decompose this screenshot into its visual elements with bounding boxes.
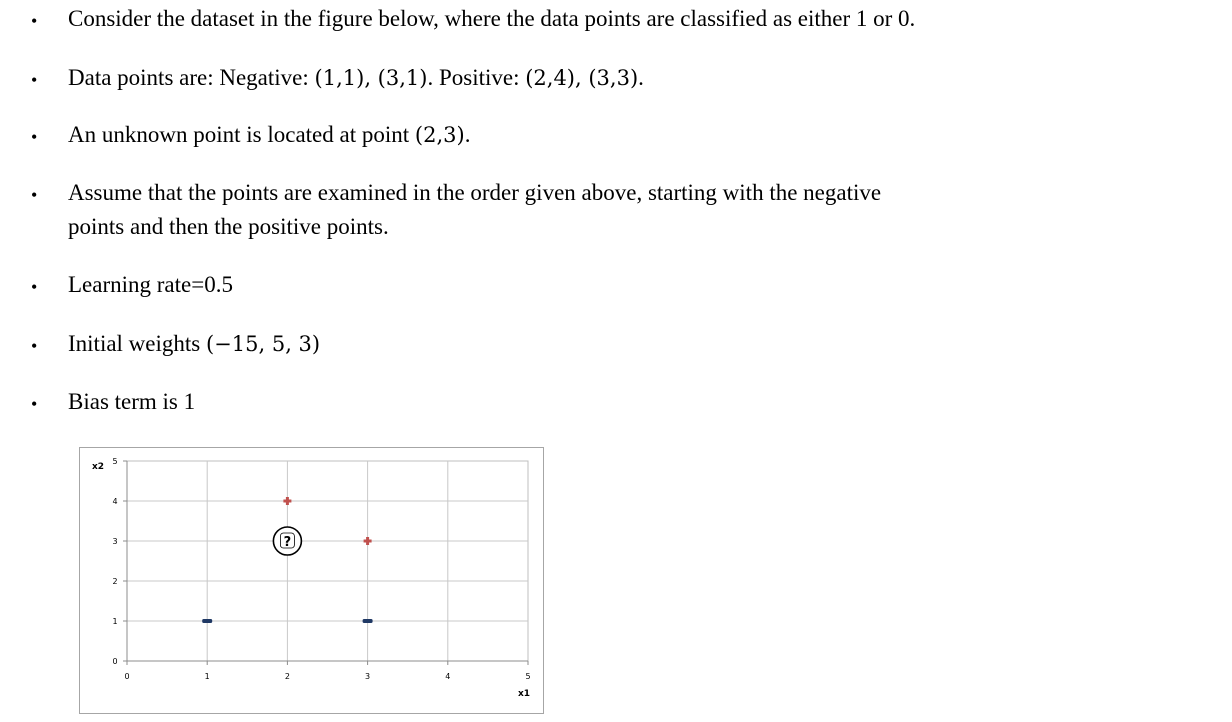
negative-point-marker (202, 619, 212, 623)
bullet-text: Learning rate=0.5 (68, 272, 233, 297)
y-tick-label: 3 (112, 537, 118, 546)
text-line: Assume that the points are examined in the order given above, starting with the negative (68, 180, 882, 205)
bullet-dot: • (31, 185, 38, 205)
scatter-chart-figure (79, 447, 544, 714)
positive-point-marker (364, 537, 372, 545)
bullet-text (68, 176, 1028, 244)
x-tick-label: 4 (445, 672, 451, 681)
negative-point-marker (363, 619, 373, 623)
text-fragment: An unknown point is located at point (68, 122, 415, 147)
y-tick-label: 0 (112, 657, 118, 666)
unknown-point-label: ? (283, 535, 292, 550)
bullet-text (68, 118, 1028, 152)
x-tick-label: 2 (284, 672, 290, 681)
math-negative-points: (1,1), (3,1) (314, 66, 428, 90)
bullet-text: Consider the dataset in the figure below, where the data points are classified as either 1 or 0. (68, 6, 916, 31)
bullet-text: Bias term is 1 (68, 389, 196, 414)
x-tick-label: 3 (365, 672, 371, 681)
text-fragment: . (638, 65, 644, 90)
y-tick-label: 5 (112, 457, 118, 466)
x-tick-label: 1 (204, 672, 210, 681)
plot-area-frame (127, 461, 528, 661)
x-tick-label: 5 (525, 672, 531, 681)
scatter-chart (80, 448, 543, 713)
text-fragment: Initial weights (68, 331, 206, 356)
text-fragment: . (464, 122, 471, 147)
y-axis-label: x2 (91, 462, 105, 472)
bullet-dot: • (31, 11, 38, 31)
text-fragment: Data points are: Negative: (68, 65, 315, 90)
bullet-dot: • (31, 277, 38, 297)
bullet-text (68, 61, 1028, 95)
bullet-dot: • (31, 336, 38, 356)
text-line: points and then the positive points. (68, 214, 389, 239)
math-positive-points: (2,4), (3,3) (525, 66, 639, 90)
x-axis-label: x1 (517, 689, 531, 699)
bullet-dot: • (31, 394, 38, 414)
bullet-text (68, 327, 1028, 361)
x-tick-label: 0 (124, 672, 130, 681)
positive-point-marker (283, 497, 291, 505)
y-tick-label: 1 (112, 617, 118, 626)
text-fragment: . Positive: (427, 65, 526, 90)
y-tick-label: 2 (112, 577, 118, 586)
math-unknown-point: (2,3) (414, 123, 465, 147)
bullet-dot: • (31, 70, 38, 90)
math-initial-weights: (−15, 5, 3) (205, 332, 321, 356)
y-tick-label: 4 (112, 497, 118, 506)
bullet-dot: • (31, 127, 38, 147)
